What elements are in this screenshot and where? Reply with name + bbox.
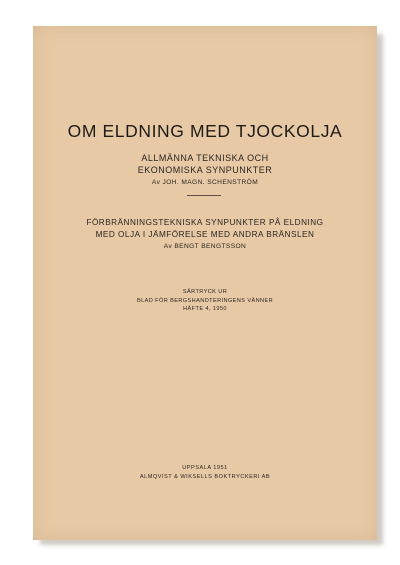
part1-author: Av JOH. MAGN. SCHENSTRÖM — [151, 179, 259, 186]
part1-subtitle-line: EKONOMISKA SYNPUNKTER — [137, 164, 273, 175]
booklet-cover — [33, 26, 377, 540]
part2-subtitle — [33, 217, 377, 240]
section-divider — [187, 195, 221, 196]
part2-author: Av BENGT BENGTSSON — [163, 243, 247, 250]
offprint-notice — [33, 288, 377, 314]
imprint-line: UPPSALA 1951 — [182, 465, 228, 471]
part2-subtitle-line: FÖRBRÄNNINGSTEKNISKA SYNPUNKTER PÅ ELDNING — [86, 218, 324, 227]
cover-title: OM ELDNING MED TJOCKOLJA — [67, 121, 343, 141]
part1-subtitle-line: ALLMÄNNA TEKNISKA OCH — [141, 153, 269, 163]
part1-subtitle — [33, 153, 377, 176]
offprint-line: SÄRTRYCK UR — [182, 289, 228, 295]
imprint-line: ALMQVIST & WIKSELLS BOKTRYCKERI AB — [139, 473, 271, 480]
offprint-line: HÄFTE 4, 1950 — [183, 306, 227, 313]
part2-subtitle-line: MED OLJA I JÄMFÖRELSE MED ANDRA BRÄNSLEN — [95, 229, 315, 239]
offprint-line: BLAD FÖR BERGSHANDTERINGENS VÄNNER — [136, 297, 274, 304]
publisher-imprint — [33, 464, 377, 481]
